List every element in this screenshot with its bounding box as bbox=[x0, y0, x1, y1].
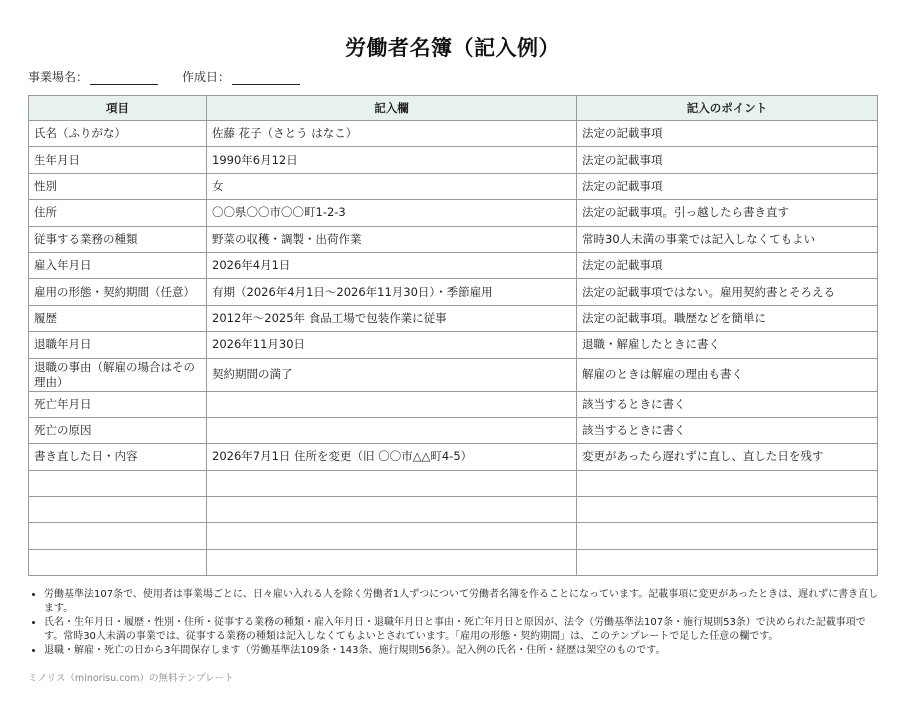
entry-cell bbox=[207, 417, 577, 443]
table-row bbox=[29, 279, 878, 305]
header-item: 項目 bbox=[29, 96, 207, 121]
item-cell: 雇入年月日 bbox=[29, 252, 207, 278]
table-row bbox=[29, 549, 878, 575]
table-row bbox=[29, 497, 878, 523]
table-row bbox=[29, 332, 878, 358]
table-row bbox=[29, 147, 878, 173]
table-row bbox=[29, 358, 878, 391]
header-entry: 記入欄 bbox=[207, 96, 577, 121]
point-cell: 法定の記載事項ではない。雇用契約書とそろえる bbox=[577, 279, 878, 305]
page-title: 労働者名簿（記入例） bbox=[345, 36, 560, 60]
note-item: • 退職・解雇・死亡の日から3年間保存します（労働基準法109条・143条、施行規則56条）。記入例の氏名・住所・経歴は架空のものです。 bbox=[44, 644, 880, 658]
item-cell: 履歴 bbox=[29, 305, 207, 331]
item-cell: 性別 bbox=[29, 173, 207, 199]
entry-cell bbox=[207, 470, 577, 496]
footer-credit: ミノリス（minorisu.com）の無料テンプレート bbox=[28, 673, 234, 684]
item-cell: 死亡の原因 bbox=[29, 417, 207, 443]
item-cell: 従事する業務の種類 bbox=[29, 226, 207, 252]
entry-cell: 2026年4月1日 bbox=[207, 252, 577, 278]
table-row bbox=[29, 252, 878, 278]
note-item: • 労働基準法107条で、使用者は事業場ごとに、日々雇い入れる人を除く労働者1人ずつについて労働者名簿を作ることになっています。記載事項に変更があったときは、遅れずに書き直します。 bbox=[44, 588, 880, 615]
header-fields bbox=[28, 68, 300, 85]
item-cell bbox=[29, 549, 207, 575]
table-body bbox=[29, 121, 878, 576]
notes-list bbox=[28, 588, 880, 658]
table-row bbox=[29, 391, 878, 417]
table-row bbox=[29, 121, 878, 147]
note-item: • 氏名・生年月日・履歴・性別・住所・従事する業務の種類・雇入年月日・退職年月日と事由・死亡年月日と原因が、法令（労働基準法107条・施行規則53条）で決められた記載事項です。常時30人未満の事業では、従事する業務の種類は記入しなくてもよいとされています。「雇用の形態・契約期間」は、このテンプレートで足した任意の欄です。 bbox=[44, 616, 880, 643]
item-cell bbox=[29, 523, 207, 549]
table-row bbox=[29, 523, 878, 549]
point-cell: 該当するときに書く bbox=[577, 391, 878, 417]
point-cell: 解雇のときは解雇の理由も書く bbox=[577, 358, 878, 391]
point-cell: 常時30人未満の事業では記入しなくてもよい bbox=[577, 226, 878, 252]
worker-register-table bbox=[28, 95, 878, 576]
entry-cell: 女 bbox=[207, 173, 577, 199]
entry-cell: 〇〇県〇〇市〇〇町1-2-3 bbox=[207, 200, 577, 226]
point-cell: 法定の記載事項。職歴などを簡単に bbox=[577, 305, 878, 331]
point-cell bbox=[577, 470, 878, 496]
table-row bbox=[29, 200, 878, 226]
item-cell: 生年月日 bbox=[29, 147, 207, 173]
item-cell: 氏名（ふりがな） bbox=[29, 121, 207, 147]
item-cell: 退職の事由（解雇の場合はその理由） bbox=[29, 358, 207, 391]
workplace-blank-line bbox=[90, 72, 158, 85]
point-cell bbox=[577, 523, 878, 549]
created-date-field bbox=[182, 68, 300, 85]
point-cell: 法定の記載事項 bbox=[577, 173, 878, 199]
workplace-field bbox=[28, 68, 158, 85]
item-cell: 退職年月日 bbox=[29, 332, 207, 358]
point-cell: 法定の記載事項 bbox=[577, 121, 878, 147]
entry-cell: 2026年11月30日 bbox=[207, 332, 577, 358]
table-row bbox=[29, 305, 878, 331]
point-cell: 法定の記載事項 bbox=[577, 147, 878, 173]
point-cell bbox=[577, 549, 878, 575]
header-point: 記入のポイント bbox=[577, 96, 878, 121]
item-cell: 雇用の形態・契約期間（任意） bbox=[29, 279, 207, 305]
point-cell: 退職・解雇したときに書く bbox=[577, 332, 878, 358]
item-cell bbox=[29, 497, 207, 523]
table-row bbox=[29, 173, 878, 199]
item-cell: 死亡年月日 bbox=[29, 391, 207, 417]
entry-cell: 契約期間の満了 bbox=[207, 358, 577, 391]
table-row bbox=[29, 417, 878, 443]
workplace-label: 事業場名： bbox=[28, 70, 89, 84]
item-cell: 住所 bbox=[29, 200, 207, 226]
point-cell bbox=[577, 497, 878, 523]
point-cell: 該当するときに書く bbox=[577, 417, 878, 443]
created-date-blank-line bbox=[232, 72, 300, 85]
entry-cell bbox=[207, 549, 577, 575]
entry-cell bbox=[207, 523, 577, 549]
entry-cell: 1990年6月12日 bbox=[207, 147, 577, 173]
table-header-row bbox=[29, 96, 878, 121]
item-cell bbox=[29, 470, 207, 496]
entry-cell: 2026年7月1日 住所を変更（旧 〇〇市△△町4-5） bbox=[207, 444, 577, 470]
entry-cell bbox=[207, 391, 577, 417]
table-row bbox=[29, 470, 878, 496]
entry-cell: 佐藤 花子（さとう はなこ） bbox=[207, 121, 577, 147]
table-row bbox=[29, 226, 878, 252]
entry-cell bbox=[207, 497, 577, 523]
entry-cell: 野菜の収穫・調製・出荷作業 bbox=[207, 226, 577, 252]
point-cell: 変更があったら遅れずに直し、直した日を残す bbox=[577, 444, 878, 470]
point-cell: 法定の記載事項 bbox=[577, 252, 878, 278]
table-row bbox=[29, 444, 878, 470]
notes bbox=[28, 588, 880, 659]
item-cell: 書き直した日・内容 bbox=[29, 444, 207, 470]
point-cell: 法定の記載事項。引っ越したら書き直す bbox=[577, 200, 878, 226]
entry-cell: 有期（2026年4月1日〜2026年11月30日）・季節雇用 bbox=[207, 279, 577, 305]
created-date-label: 作成日： bbox=[182, 70, 231, 84]
entry-cell: 2012年〜2025年 食品工場で包装作業に従事 bbox=[207, 305, 577, 331]
